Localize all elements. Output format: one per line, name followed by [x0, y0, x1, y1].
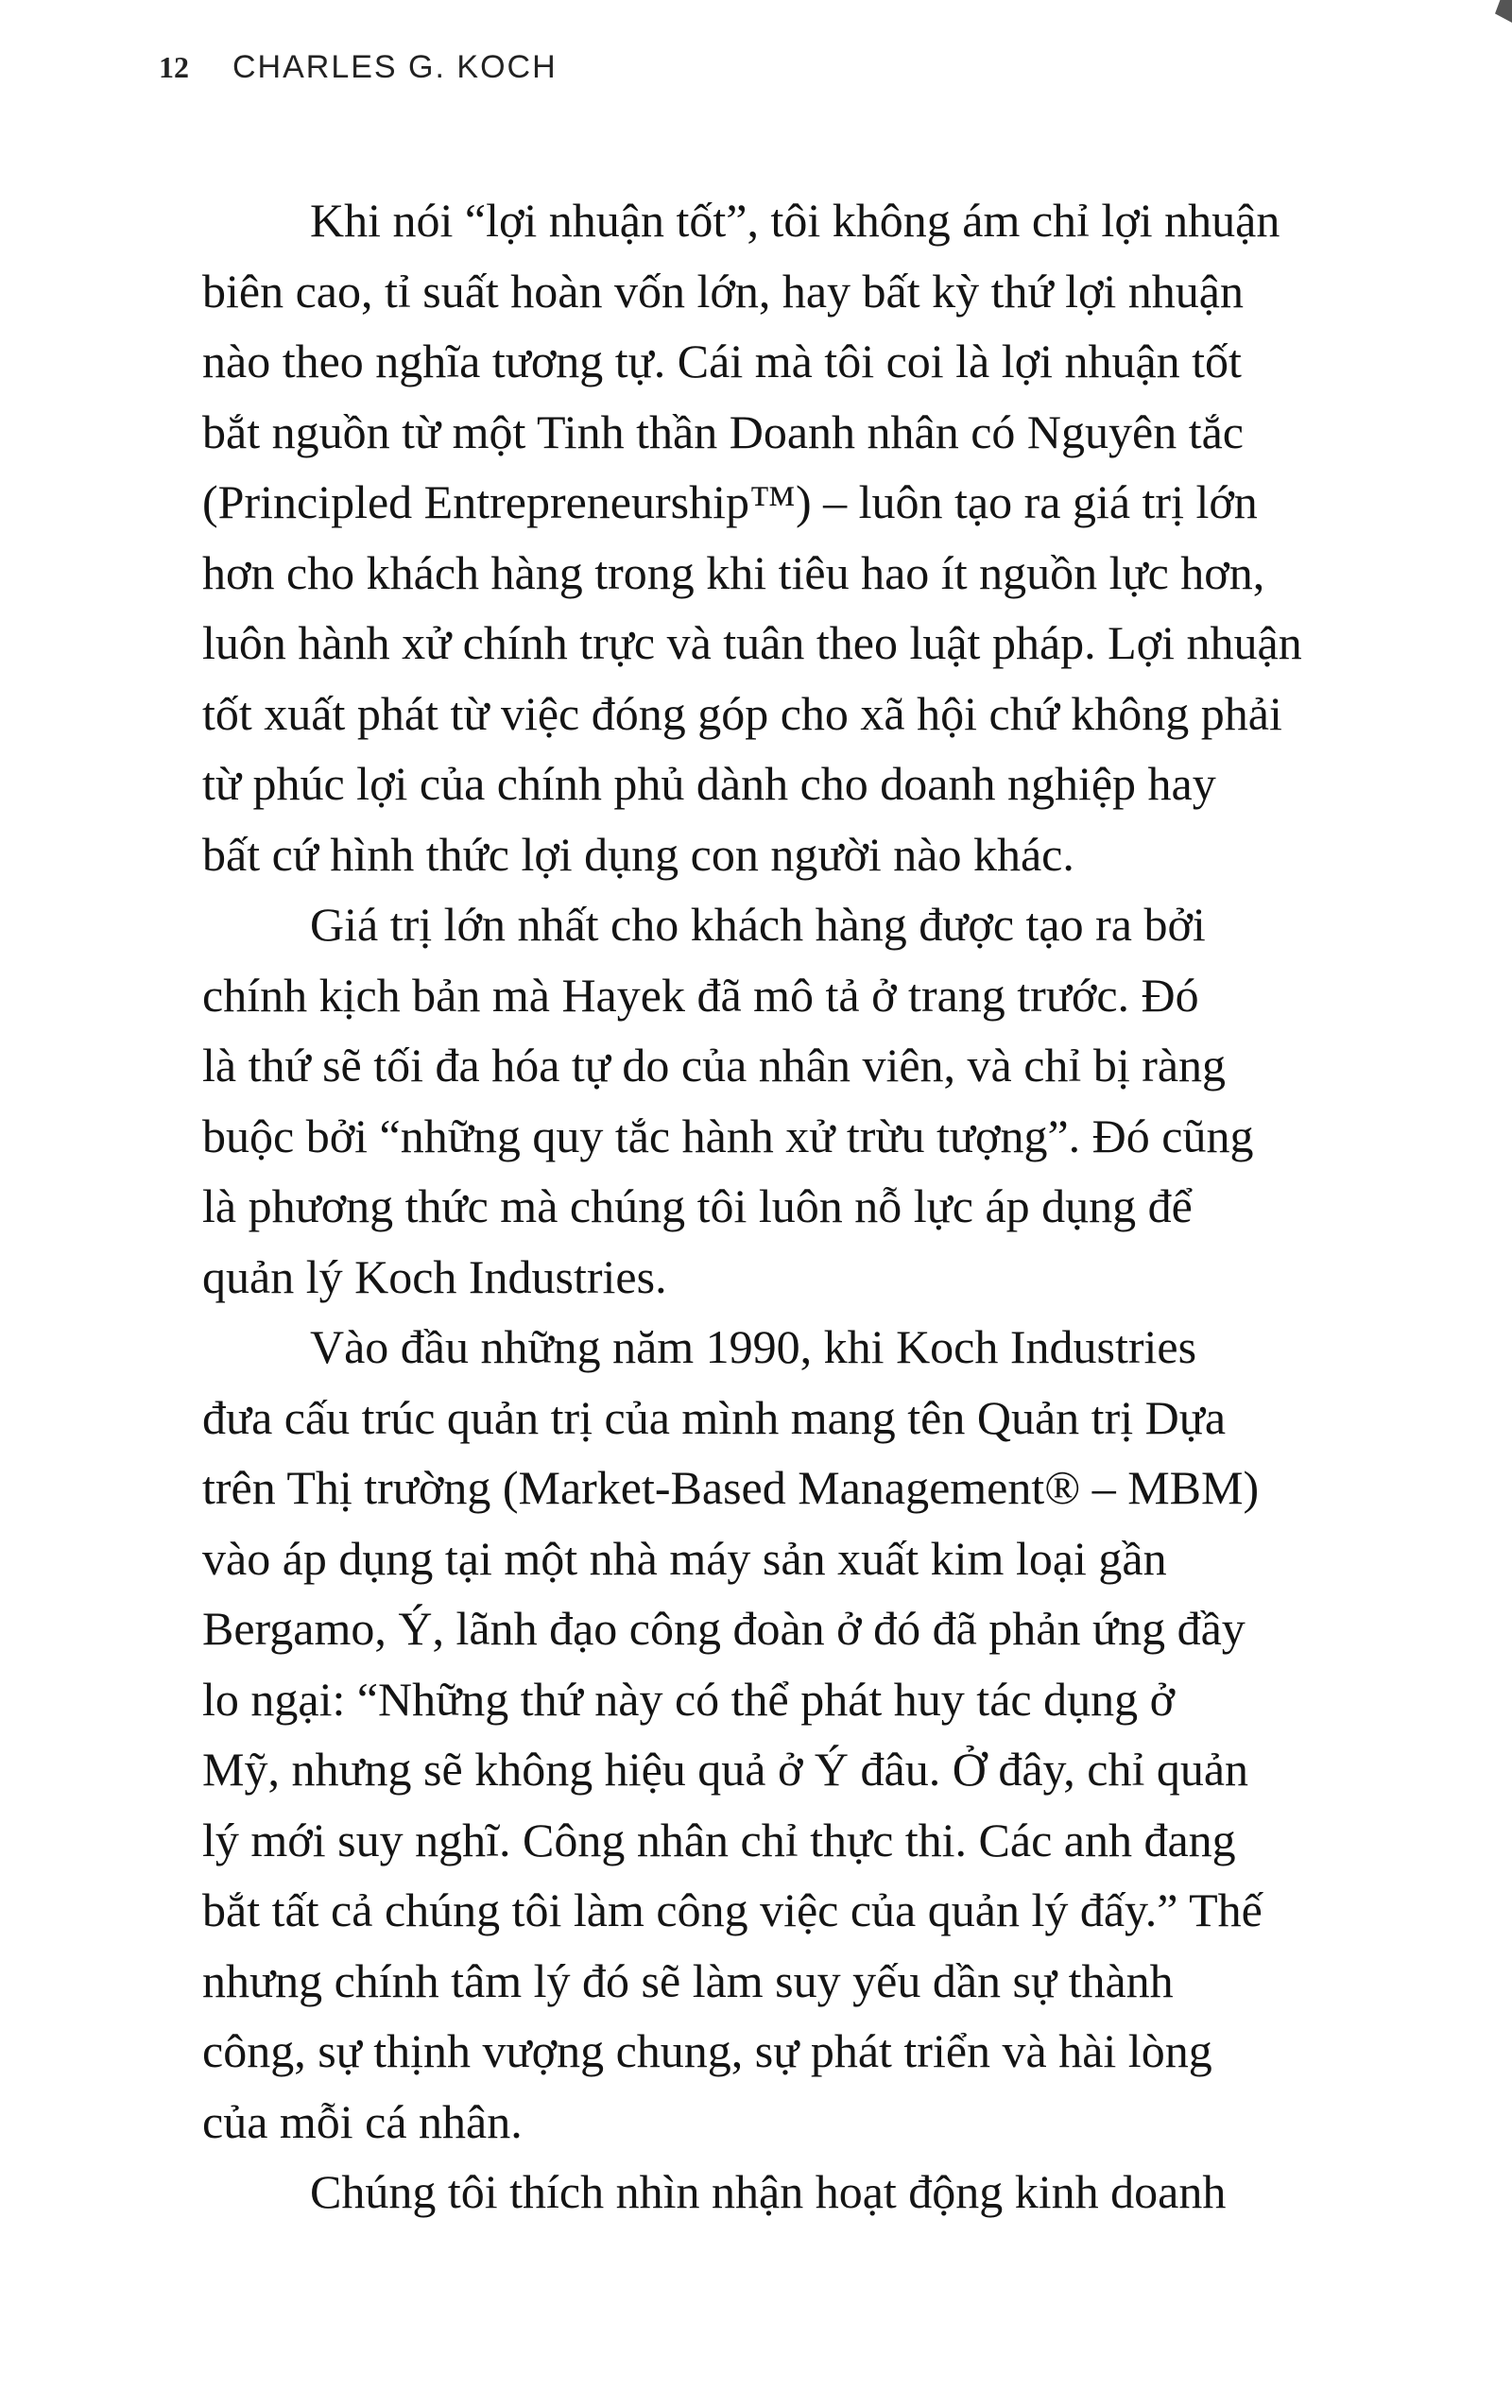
text-line: là phương thức mà chúng tôi luôn nỗ lực áp dụng để [202, 1179, 1193, 1232]
paragraph-customer-value [202, 889, 1421, 1312]
text-line: buộc bởi “những quy tắc hành xử trừu tượng”. Đó cũng [202, 1109, 1254, 1162]
text-line: nào theo nghĩa tương tự. Cái mà tôi coi là lợi nhuận tốt [202, 335, 1242, 387]
paragraph-business-view [202, 2157, 1421, 2227]
text-line: Chúng tôi thích nhìn nhận hoạt động kinh doanh [310, 2165, 1227, 2218]
scan-corner-mark [1495, 0, 1512, 23]
text-line: Mỹ, nhưng sẽ không hiệu quả ở Ý đâu. Ở đây, chỉ quản [202, 1743, 1249, 1796]
text-line: từ phúc lợi của chính phủ dành cho doanh nghiệp hay [202, 757, 1216, 810]
body-text [202, 185, 1421, 2227]
text-line: (Principled Entrepreneurship™) – luôn tạo ra giá trị lớn [202, 475, 1258, 528]
text-line: bắt tất cả chúng tôi làm công việc của quản lý đấy.” Thế [202, 1883, 1263, 1936]
text-line: là thứ sẽ tối đa hóa tự do của nhân viên, và chỉ bị ràng [202, 1039, 1227, 1092]
page-number: 12 [159, 50, 189, 84]
text-line: Vào đầu những năm 1990, khi Koch Industries [310, 1320, 1197, 1373]
paragraph-good-profit [202, 185, 1421, 889]
text-line: lo ngại: “Những thứ này có thể phát huy tác dụng ở [202, 1672, 1176, 1726]
text-line: nhưng chính tâm lý đó sẽ làm suy yếu dần sự thành [202, 1953, 1174, 2007]
text-line: vào áp dụng tại một nhà máy sản xuất kim loại gần [202, 1531, 1167, 1585]
text-line: Bergamo, Ý, lãnh đạo công đoàn ở đó đã phản ứng đầy [202, 1602, 1246, 1655]
text-line: lý mới suy nghĩ. Công nhân chỉ thực thi. Các anh đang [202, 1813, 1236, 1866]
text-line: chính kịch bản mà Hayek đã mô tả ở trang trước. Đó [202, 968, 1199, 1022]
text-line: luôn hành xử chính trực và tuân theo luật pháp. Lợi nhuận [202, 616, 1302, 669]
text-line: trên Thị trường (Market-Based Management® – MBM) [202, 1461, 1260, 1514]
text-line: đưa cấu trúc quản trị của mình mang tên Quản trị Dựa [202, 1390, 1227, 1444]
text-line: hơn cho khách hàng trong khi tiêu hao ít nguồn lực hơn, [202, 545, 1265, 599]
running-header [159, 49, 558, 86]
paragraph-bergamo [202, 1312, 1421, 2157]
text-line: tốt xuất phát từ việc đóng góp cho xã hội chứ không phải [202, 686, 1282, 740]
text-line: Khi nói “lợi nhuận tốt”, tôi không ám chỉ lợi nhuận [310, 194, 1280, 247]
text-line: bất cứ hình thức lợi dụng con người nào khác. [202, 827, 1074, 881]
author-name: CHARLES G. KOCH [232, 49, 558, 85]
text-line: công, sự thịnh vượng chung, sự phát triển và hài lòng [202, 2024, 1212, 2077]
text-line: Giá trị lớn nhất cho khách hàng được tạo ra bởi [310, 898, 1206, 951]
text-line: quản lý Koch Industries. [202, 1249, 667, 1303]
text-line: của mỗi cá nhân. [202, 2094, 523, 2148]
text-line: biên cao, tỉ suất hoàn vốn lớn, hay bất kỳ thứ lợi nhuận [202, 264, 1245, 318]
text-line: bắt nguồn từ một Tinh thần Doanh nhân có Nguyên tắc [202, 404, 1244, 458]
